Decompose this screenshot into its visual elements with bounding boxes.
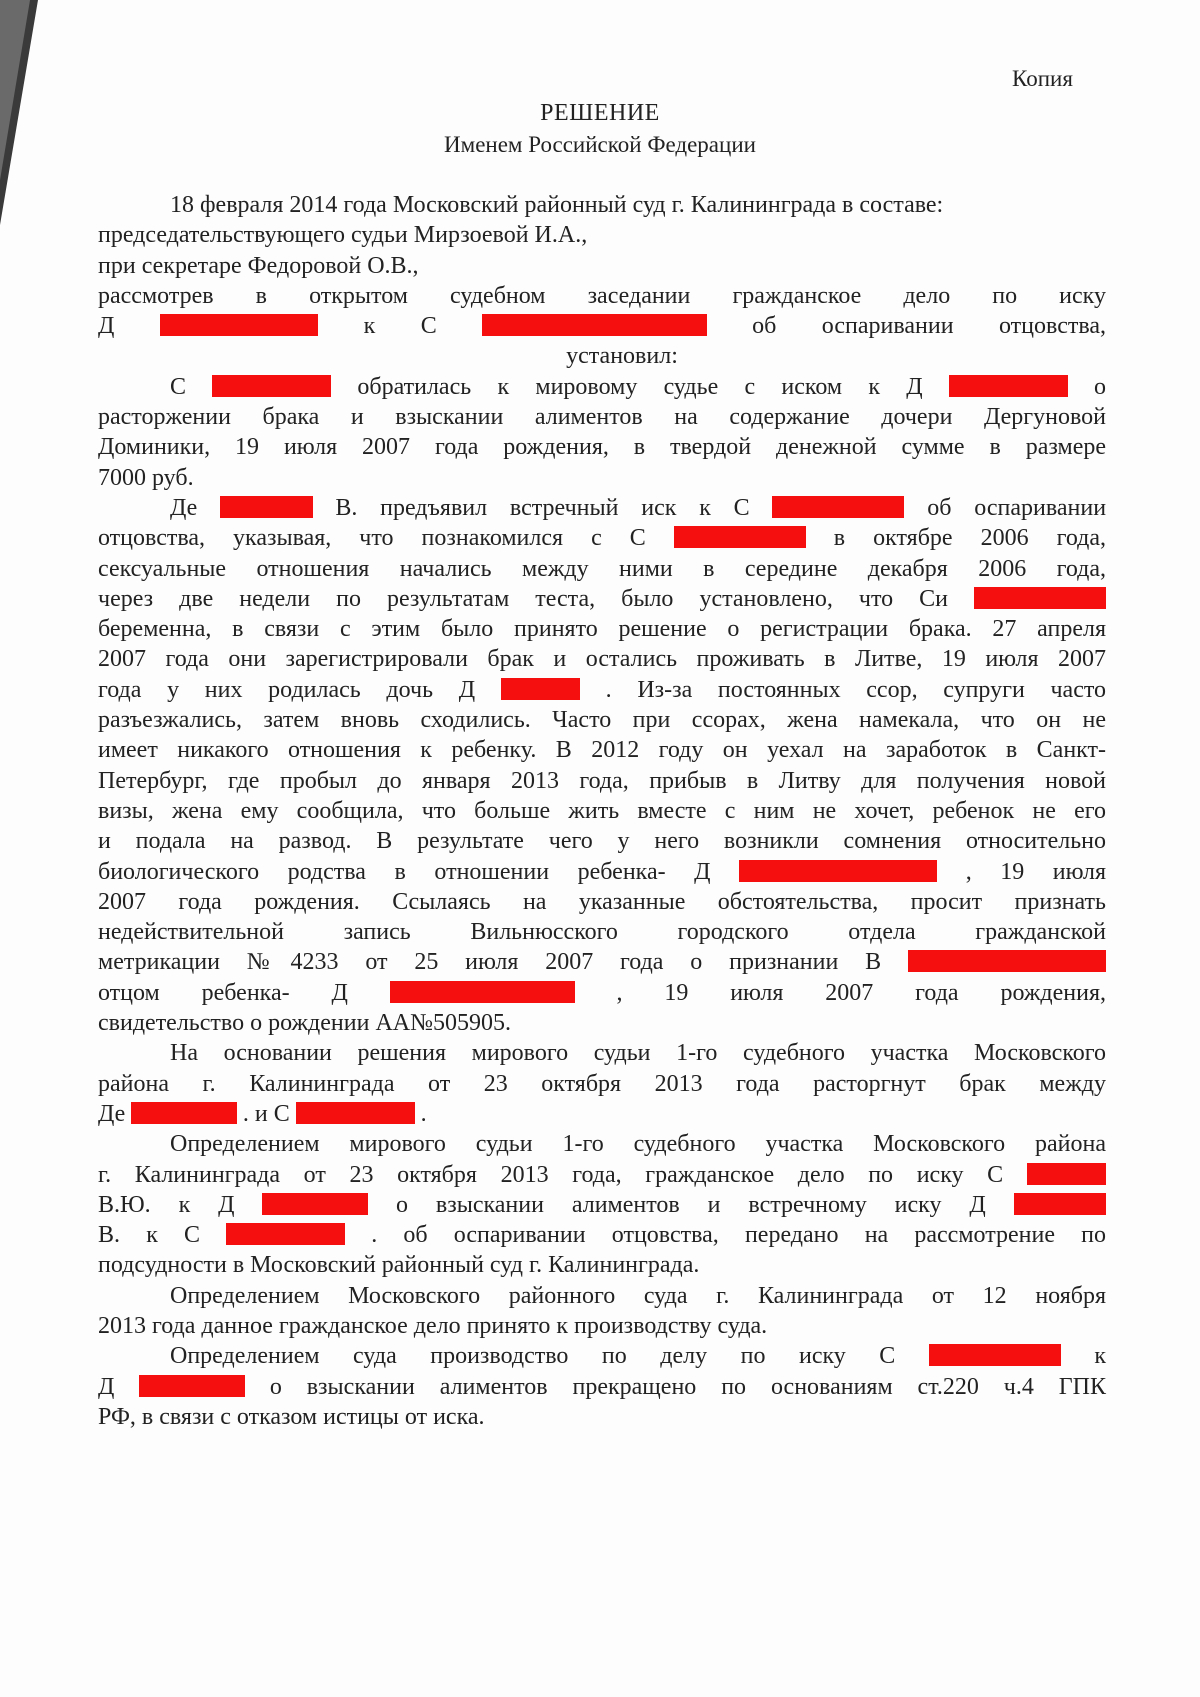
text-segment: 7000 руб. — [98, 464, 194, 491]
text-segment: , 19 июля — [965, 858, 1106, 885]
text-segment: о — [1094, 373, 1107, 400]
text-line — [98, 1372, 1106, 1402]
text-line — [98, 341, 1106, 371]
text-segment: , 19 июля 2007 года рождения, — [616, 979, 1107, 1006]
text-segment: . — [420, 1100, 427, 1127]
redaction-bar — [390, 981, 575, 1003]
redaction-bar — [160, 314, 318, 336]
text-segment: разъезжались, затем вновь сходились. Часто при ссорах, жена намекала, что он не — [98, 707, 1106, 734]
redaction-bar — [212, 375, 331, 397]
text-line — [98, 887, 1106, 917]
redaction-bar — [482, 314, 706, 336]
text-line — [98, 281, 1106, 311]
text-line — [98, 1250, 1106, 1280]
redaction-bar — [296, 1102, 415, 1124]
redaction-bar — [929, 1344, 1061, 1366]
text-line — [98, 372, 1106, 402]
document-subtitle: Именем Российской Федерации — [444, 132, 756, 157]
text-segment: . об оспаривании отцовства, передано на рассмотрение по — [371, 1222, 1106, 1249]
text-segment: . Из-за постоянных ссор, супруги часто — [605, 676, 1107, 703]
text-segment: С — [170, 373, 187, 400]
redaction-bar — [1027, 1163, 1106, 1185]
text-segment: о взыскании алиментов прекращено по основаниям ст.220 ч.4 ГПК — [269, 1373, 1107, 1400]
text-line — [98, 584, 1106, 614]
text-line — [98, 857, 1106, 887]
redaction-bar — [220, 496, 312, 518]
redaction-bar — [772, 496, 904, 518]
text-segment: 2007 года они зарегистрировали брак и остались проживать в Литве, 19 июля 2007 — [98, 646, 1106, 673]
text-segment: свидетельство о рождении АА№505905. — [98, 1010, 512, 1037]
text-segment: В.Ю. к Д — [98, 1191, 235, 1218]
text-segment: к С — [363, 313, 437, 340]
text-segment: обратилась к мировому судье с иском к Д — [357, 373, 923, 400]
text-segment: визы, жена ему сообщила, что больше жить вместе с ним не хочет, ребенок не его — [98, 797, 1106, 824]
text-line — [98, 978, 1106, 1008]
redaction-bar — [949, 375, 1068, 397]
text-line — [98, 463, 1106, 493]
text-segment: в октябре 2006 года, — [833, 525, 1107, 552]
text-segment: Д — [98, 313, 115, 340]
text-line — [98, 705, 1106, 735]
redaction-bar — [131, 1102, 237, 1124]
text-segment: 18 февраля 2014 года Московский районный суд г. Калининграда в составе: — [170, 192, 944, 218]
text-segment: Определением мирового судьи 1-го судебного участка Московского района — [170, 1131, 1106, 1158]
text-segment: об оспаривании — [927, 494, 1107, 521]
text-line — [98, 1038, 1106, 1068]
text-line — [98, 1099, 1106, 1129]
text-segment: биологического родства в отношении ребенка- Д — [98, 858, 711, 885]
text-segment: 2007 года рождения. Ссылаясь на указанные обстоятельства, просит признать — [98, 888, 1106, 915]
redaction-bar — [226, 1223, 345, 1245]
text-segment: через две недели по результатам теста, было установлено, что Си — [98, 585, 948, 612]
text-segment: о взыскании алиментов и встречному иску Д — [395, 1191, 986, 1218]
text-line — [98, 1160, 1106, 1190]
text-line — [98, 523, 1106, 553]
text-segment: В. к С — [98, 1222, 201, 1249]
text-line — [98, 675, 1106, 705]
text-segment: и подала на развод. В результате чего у него возникли сомнения относительно — [98, 828, 1106, 855]
text-segment: об оспаривании отцовства, — [752, 313, 1107, 340]
redaction-bar — [262, 1193, 368, 1215]
redaction-bar — [139, 1375, 245, 1397]
redaction-bar — [974, 587, 1106, 609]
text-segment: недействительной запись Вильнюсского городского отдела гражданской — [98, 919, 1106, 946]
text-segment: Определением Московского районного суда г. Калининграда от 12 ноября — [170, 1282, 1106, 1309]
text-segment: РФ, в связи с отказом истицы от иска. — [98, 1403, 485, 1430]
text-segment: г. Калининграда от 23 октября 2013 года, гражданское дело по иску С — [98, 1161, 1004, 1188]
redaction-bar — [1014, 1193, 1106, 1215]
text-line — [98, 796, 1106, 826]
text-segment: Определением суда производство по делу по иску С — [170, 1343, 896, 1370]
text-segment: расторжении брака и взыскании алиментов на содержание дочери Дергуновой — [98, 404, 1106, 431]
text-line — [98, 1402, 1106, 1432]
text-segment: района г. Калининграда от 23 октября 2013 года расторгнут брак между — [98, 1070, 1106, 1097]
text-segment: . и С — [242, 1100, 290, 1127]
text-line — [98, 1311, 1106, 1341]
text-line — [98, 311, 1106, 341]
text-segment: подсудности в Московский районный суд г. Калининграда. — [98, 1252, 700, 1279]
text-segment: председательствующего судьи Мирзоевой И.А., — [98, 222, 588, 249]
text-segment: сексуальные отношения начались между ними в середине декабря 2006 года, — [98, 555, 1106, 582]
text-line — [98, 947, 1106, 977]
copy-mark: Копия — [1012, 66, 1073, 91]
text-line — [98, 432, 1106, 462]
text-line — [98, 644, 1106, 674]
text-segment: метрикации №4233 от 25 июля 2007 года о признании В — [98, 949, 882, 976]
document-title: РЕШЕНИЕ — [540, 100, 660, 126]
text-segment: Де — [98, 1100, 126, 1127]
text-segment: Д — [98, 1373, 115, 1400]
text-segment: отцовства, указывая, что познакомился с С — [98, 525, 646, 552]
text-line — [98, 1008, 1106, 1038]
text-line — [98, 735, 1106, 765]
text-segment: беременна, в связи с этим было принято решение о регистрации брака. 27 апреля — [98, 616, 1106, 643]
text-line — [98, 1281, 1106, 1311]
text-line — [98, 402, 1106, 432]
text-segment: На основании решения мирового судьи 1-го судебного участка Московского — [170, 1040, 1106, 1067]
text-line — [98, 1129, 1106, 1159]
redaction-bar — [908, 950, 1106, 972]
text-segment: Де — [170, 494, 198, 521]
text-segment: установил: — [566, 343, 678, 370]
text-line — [98, 1341, 1106, 1371]
text-segment: 2013 года данное гражданское дело принято к производству суда. — [98, 1312, 768, 1339]
redaction-bar — [501, 678, 580, 700]
text-line — [98, 826, 1106, 856]
text-line — [98, 493, 1106, 523]
text-segment: года у них родилась дочь Д — [98, 676, 476, 703]
text-line — [98, 614, 1106, 644]
text-line — [98, 917, 1106, 947]
text-line — [98, 190, 1106, 220]
document-body — [98, 190, 1106, 1432]
text-line — [98, 1220, 1106, 1250]
text-line — [98, 251, 1106, 281]
text-segment: В. предъявил встречный иск к С — [335, 494, 750, 521]
text-segment: Петербург, где пробыл до января 2013 года, прибыв в Литву для получения новой — [98, 767, 1106, 794]
text-segment: имеет никакого отношения к ребенку. В 2012 году он уехал на заработок в Санкт- — [98, 737, 1106, 764]
text-segment: при секретаре Федоровой О.В., — [98, 252, 419, 279]
text-segment: отцом ребенка- Д — [98, 979, 348, 1006]
text-line — [98, 1190, 1106, 1220]
text-segment: к — [1094, 1343, 1107, 1370]
text-line — [98, 1069, 1106, 1099]
text-segment: рассмотрев в открытом судебном заседании гражданское дело по иску — [98, 282, 1106, 309]
text-line — [98, 554, 1106, 584]
text-segment: Доминики, 19 июля 2007 года рождения, в твердой денежной сумме в размере — [98, 434, 1106, 461]
redaction-bar — [739, 860, 937, 882]
redaction-bar — [674, 526, 806, 548]
text-line — [98, 220, 1106, 250]
text-line — [98, 766, 1106, 796]
